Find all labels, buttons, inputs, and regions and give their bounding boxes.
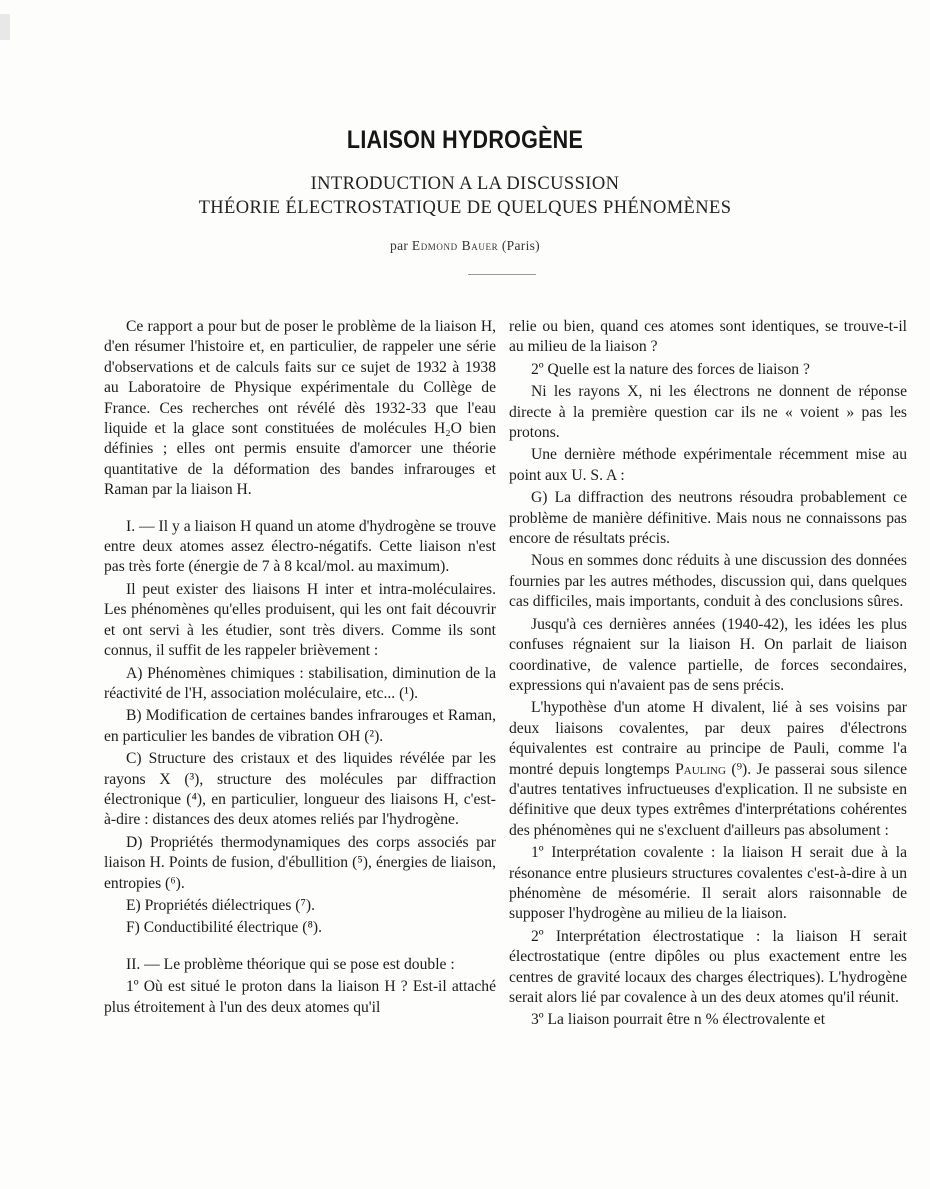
section-2-paragraph: II. — Le problème théorique qui se pose est double : <box>126 955 455 973</box>
interpretation-3: 3º La liaison pourrait être n % électrovalente et <box>531 1011 826 1029</box>
continuation-paragraph: relie ou bien, quand ces atomes sont identiques, se trouve-t-il au milieu de la liaison ? <box>509 318 907 356</box>
paragraph-inter-intra: Il peut exister des liaisons H inter et intra-moléculaires. Les phénomènes qu'elles produisent, qui les ont fait découvrir et ont servi à les étudier, sont très divers. Comme ils sont connus, il suffit de les rappeler brièvement : <box>104 580 496 660</box>
hypothesis-text-b: Je passerai sous silence d'autres tentatives infructueuses d'explication. Il ne subsiste en définitive que deux types extrêmes d'interprétations cohérentes des phénomènes qui ne s'excluent d'ailleurs pas absolument : <box>509 760 908 839</box>
interpretation-2: 2º Interprétation électrostatique : la liaison H serait électrostatique (entre dipôles ou plus exactement entre les centres de gravité locaux des charges électriques). L'hydrogène serait alors lié par covalence à un des deux atomes qu'il réunit. <box>509 927 907 1006</box>
intro-paragraph: Ce rapport a pour but de poser le problème de la liaison H, d'en résumer l'histoire et, en particulier, de rappeler une série d'observations et de calculs faits sur ce sujet de 1932 à 1938 au Laboratoire de Physique expérimentale du Collège de France. Ces recherches ont révélé dès 1932-33 que l'eau liquide et la glace sont constituées de molécules H₂O bien définies ; elles ont permis ensuite d'amorcer une théorie quantitative de la déformation des bandes infrarouges et Raman par la liaison H. <box>104 318 496 499</box>
paragraph-hypothesis <box>509 698 907 841</box>
list-item-b: B) Modification de certaines bandes infrarouges et Raman, en particulier les bandes de vibration OH (²). <box>104 707 496 745</box>
right-column <box>509 317 907 1033</box>
paragraph-method: Une dernière méthode expérimentale récemment mise au point aux U. S. A : <box>509 446 907 484</box>
list-item-g: G) La diffraction des neutrons résoudra probablement ce problème de manière définitive. Mais nous ne connaissons pas encore de résultats précis. <box>509 489 907 548</box>
title-divider <box>468 274 536 275</box>
question-1-paragraph: 1º Où est situé le proton dans la liaison H ? Est-il attaché plus étroitement à l'un des deux atomes qu'il <box>104 978 496 1016</box>
list-item-d: D) Propriétés thermodynamiques des corps associés par liaison H. Points de fusion, d'ébullition (⁵), énergies de liaison, entropies (⁶). <box>104 833 496 892</box>
interpretation-1: 1º Interprétation covalente : la liaison H serait due à la résonance entre plusieurs structures covalentes c'est-à-dire à un phénomène de mésomérie. Il serait alors raisonnable de supposer l'hydrogène au milieu de la liaison. <box>509 844 907 923</box>
left-column <box>104 317 496 1020</box>
scan-artifact <box>0 14 10 40</box>
question-2-paragraph: 2º Quelle est la nature des forces de liaison ? <box>531 360 810 378</box>
paragraph-rays: Ni les rayons X, ni les électrons ne donnent de réponse directe à la première question car ils ne « voient » pas les protons. <box>509 383 907 442</box>
subtitle-1: INTRODUCTION A LA DISCUSSION <box>310 174 620 194</box>
byline-prefix: par <box>390 238 409 253</box>
section-1-paragraph: I. — Il y a liaison H quand un atome d'hydrogène se trouve entre deux atomes assez électro-négatifs. Cette liaison n'est pas très forte (énergie de 7 à 8 kcal/mol. au maximum). <box>104 517 496 576</box>
list-item-f: F) Conductibilité électrique (⁸). <box>126 919 322 937</box>
author-name: Edmond Bauer <box>411 238 499 253</box>
hypothesis-text-a: L'hypothèse d'un atome H divalent, lié à ses voisins par deux liaisons covalentes, par deux paires d'électrons équivalentes est contraire au principe de Pauli, comme l'a montré depuis longtemps <box>509 699 907 778</box>
paragraph-reduced: Nous en sommes donc réduits à une discussion des données fournies par les autres méthodes, discussion qui, dans quelques cas difficiles, mais importants, conduit à des conclusions sûres. <box>509 552 907 611</box>
pauling-name: Pauling <box>675 760 726 778</box>
pauling-reference: (⁹). <box>731 760 752 778</box>
list-item-a: A) Phénomènes chimiques : stabilisation, diminution de la réactivité de l'H, association moléculaire, etc... (¹). <box>104 664 496 702</box>
byline-location: (Paris) <box>501 238 540 253</box>
page-title: LIAISON HYDROGÈNE <box>346 126 584 154</box>
byline <box>0 238 930 254</box>
paragraph-years: Jusqu'à ces dernières années (1940-42), les idées les plus confuses régnaient sur la liaison H. On parlait de liaison coordinative, de valence partielle, de forces secondaires, expressions qui n'avaient pas de sens précis. <box>509 615 907 694</box>
list-item-c: C) Structure des cristaux et des liquides révélée par les rayons X (³), structure des molécules par diffraction électronique (⁴), en particulier, longueur des liaisons H, c'est-à-dire : distances des deux atomes reliés par l'hydrogène. <box>104 750 496 829</box>
subtitle-2: THÉORIE ÉLECTROSTATIQUE DE QUELQUES PHÉNOMÈNES <box>198 198 732 218</box>
list-item-e: E) Propriétés diélectriques (⁷). <box>126 896 316 914</box>
